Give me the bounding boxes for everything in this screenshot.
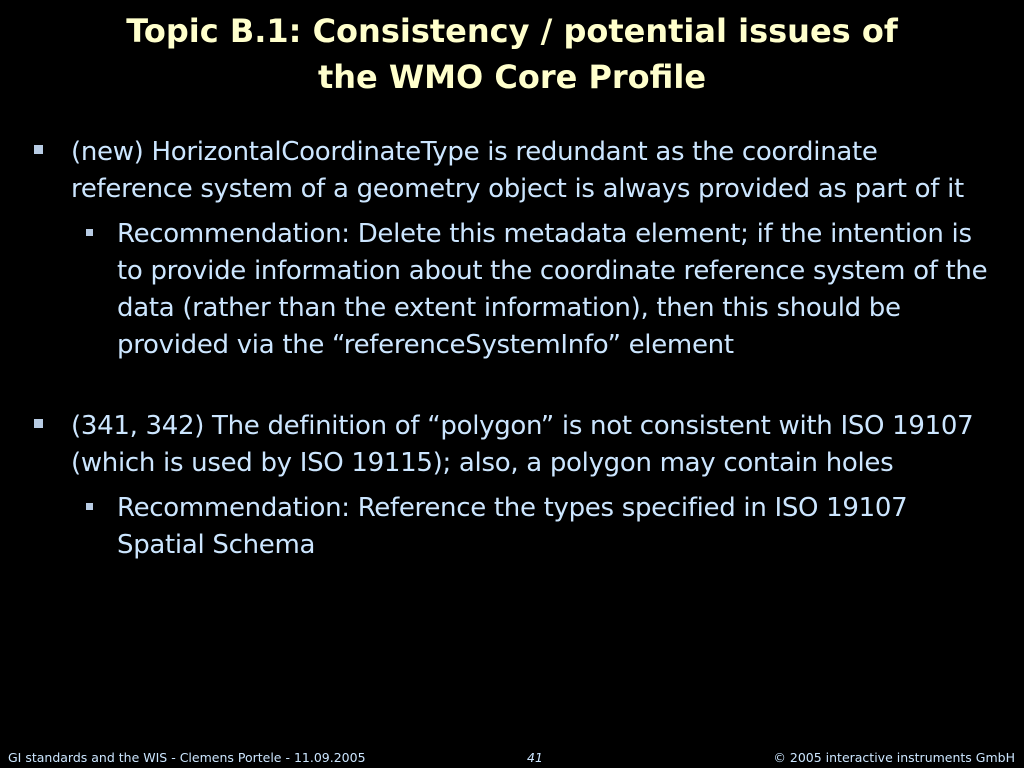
- square-bullet-icon: [86, 229, 93, 236]
- slide-content: [0, 134, 1024, 564]
- bullet-item-2-text: (341, 342) The definition of “polygon” is not consistent with ISO 19107 (which is used by ISO 19115); also, a polygon may contain holes: [71, 411, 974, 478]
- bullet-item-1: [71, 134, 1001, 208]
- footer-presentation-info: GI standards and the WIS - Clemens Portele - 11.09.2005: [8, 750, 366, 765]
- square-bullet-icon: [86, 503, 93, 510]
- footer-copyright: © 2005 interactive instruments GmbH: [773, 750, 1015, 765]
- square-bullet-icon: [34, 145, 43, 154]
- footer-page-number: 41: [527, 750, 543, 765]
- slide-title-line-1: Topic B.1: Consistency / potential issues of: [126, 12, 898, 50]
- bullet-item-1-text: (new) HorizontalCoordinateType is redundant as the coordinate reference system of a geometry object is always provided as part of it: [71, 137, 964, 204]
- square-bullet-icon: [34, 419, 43, 428]
- sub-bullet-item-2-text: Recommendation: Reference the types specified in ISO 19107 Spatial Schema: [117, 493, 908, 560]
- bullet-item-2: [71, 408, 1001, 482]
- sub-bullet-item-1-text: Recommendation: Delete this metadata element; if the intention is to provide information about the coordinate reference system of the data (rather than the extent information), then this should be provided via the “referenceSystemInfo” element: [117, 219, 988, 360]
- slide-title-line-2: the WMO Core Profile: [317, 58, 707, 96]
- sub-bullet-item-2: [117, 490, 997, 564]
- slide-title: [20, 8, 1004, 100]
- sub-bullet-item-1: [117, 216, 997, 364]
